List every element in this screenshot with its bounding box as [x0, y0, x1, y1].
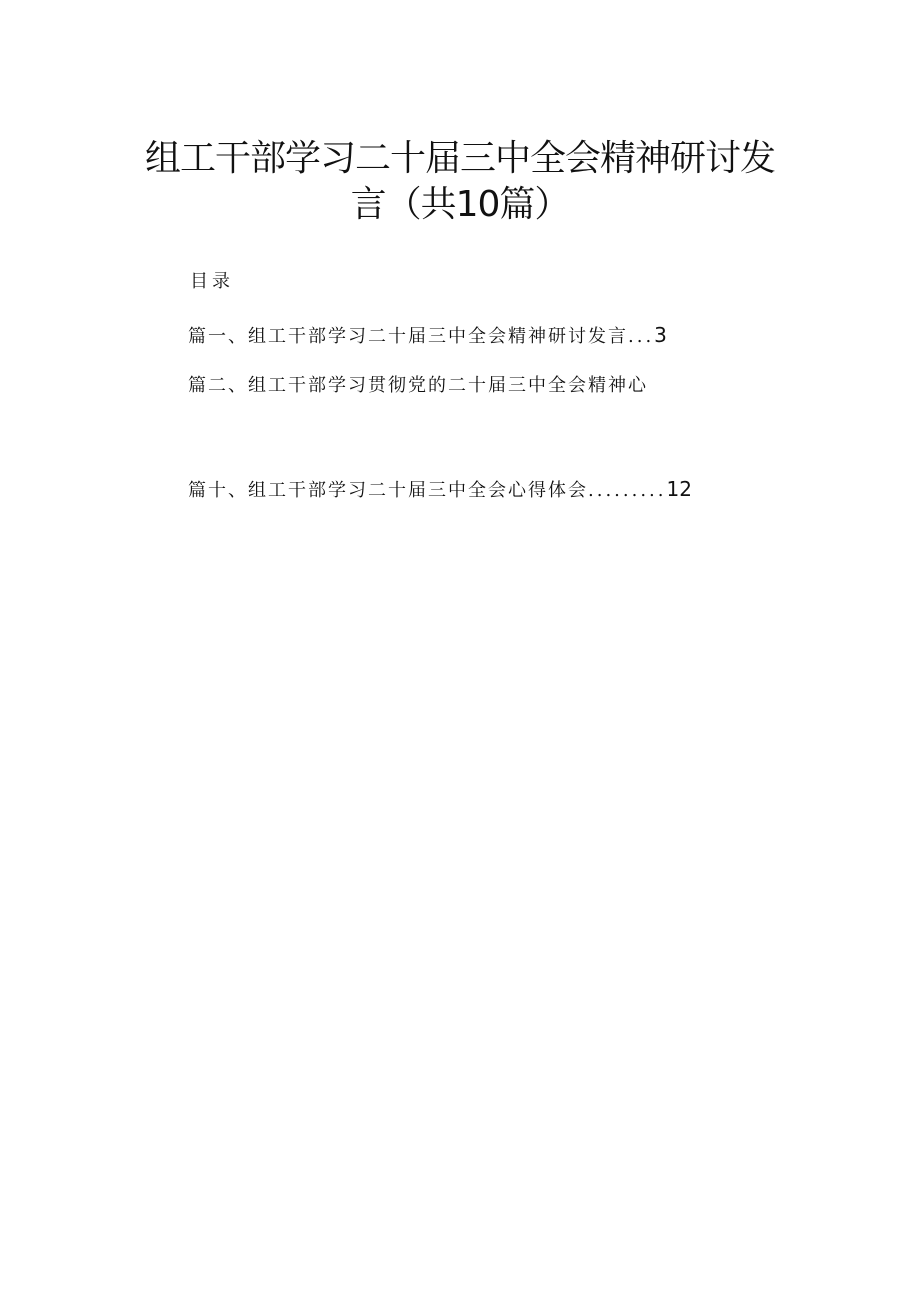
toc-entry-leader: .........	[588, 480, 667, 501]
toc-entry-text: 篇一、组工干部学习二十届三中全会精神研讨发言	[188, 326, 628, 347]
toc-heading: 目录	[190, 271, 234, 292]
title-line-1: 组工干部学习二十届三中全会精神研讨发	[144, 138, 775, 179]
toc-entry-text: 篇二、组工干部学习贯彻党的二十届三中全会精神心	[188, 375, 648, 396]
toc-entry-1[interactable]	[188, 322, 667, 350]
title-line-2: 言（共10篇）	[350, 184, 570, 225]
document-title	[0, 136, 920, 228]
toc-entry-2[interactable]	[188, 371, 648, 399]
toc-entry-page: 12	[666, 477, 692, 501]
toc-entry-text: 篇十、组工干部学习二十届三中全会心得体会	[188, 480, 588, 501]
toc-entry-page: 3	[654, 323, 667, 347]
toc-entry-10[interactable]	[188, 476, 692, 504]
toc-entry-leader: ...	[628, 326, 655, 347]
